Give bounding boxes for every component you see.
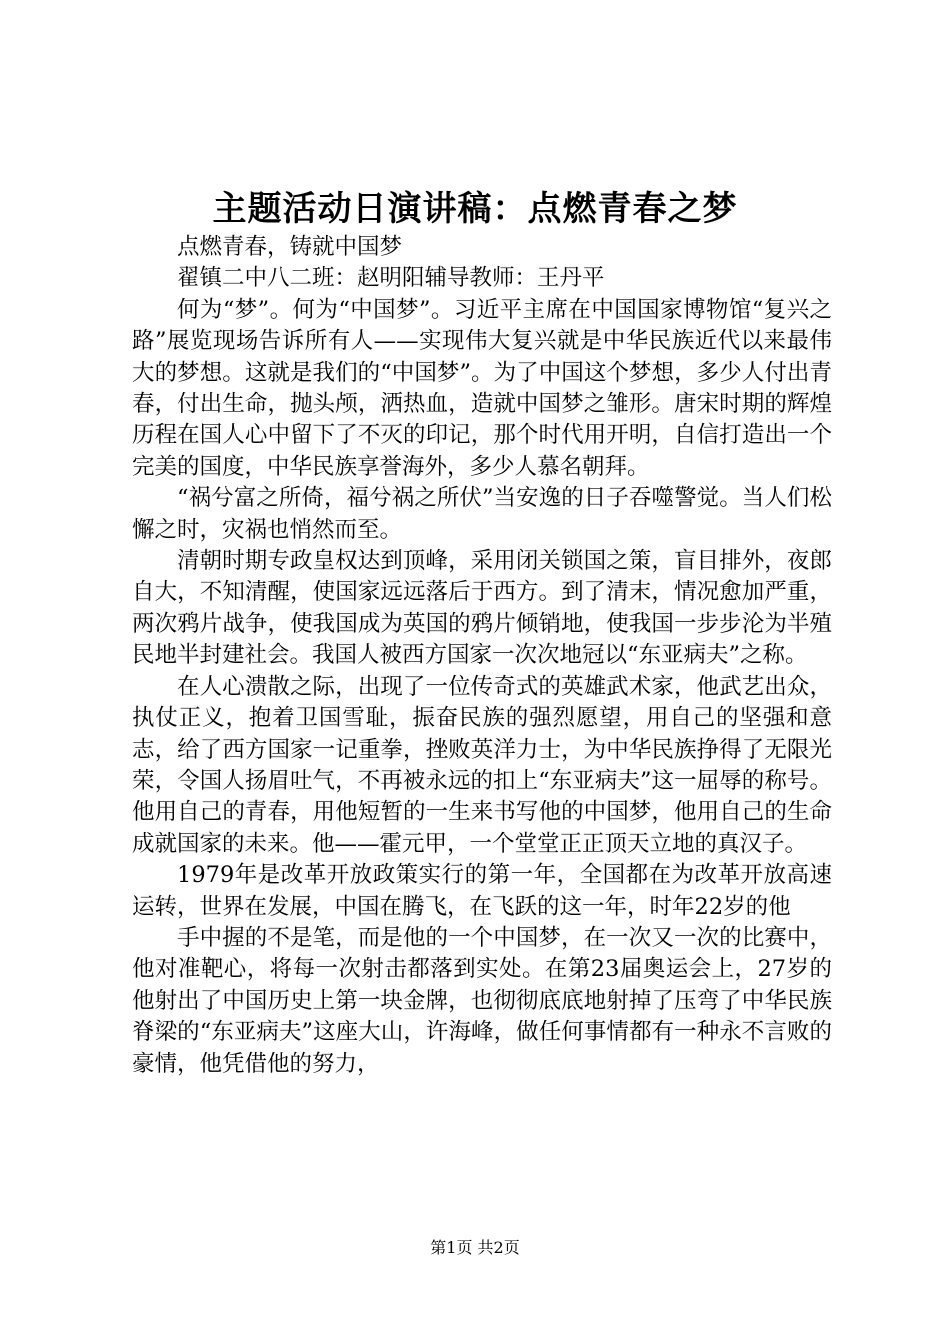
body-paragraph: 何为“梦”。何为“中国梦”。习近平主席在中国国家博物馆“复兴之路”展览现场告诉所有人——实现伟大复兴就是中华民族近代以来最伟大的梦想。这就是我们的“中国梦”。为了中国这个梦想，多少人付出青春，付出生命，抛头颅，洒热血，造就中国梦之雏形。唐宋时期的辉煌历程在国人心中留下了不灭的印记，那个时代用开明，自信打造出一个完美的国度，中华民族享誉海外，多少人慕名朝拜。 [132,296,832,480]
author-paragraph: 翟镇二中八二班：赵明阳辅导教师：王丹平 [177,265,605,292]
page-number-footer: 第1页 共2页 [430,1238,520,1257]
body-paragraph: “祸兮富之所倚，福兮祸之所伏”当安逸的日子吞噬警觉。当人们松懈之时，灾祸也悄然而至。 [132,485,832,543]
body-paragraph: 1979年是改革开放政策实行的第一年，全国都在为改革开放高速运转，世界在发展，中国在腾飞，在飞跃的这一年，时年22岁的他 [132,862,832,920]
body-paragraph: 清朝时期专政皇权达到顶峰，采用闭关锁国之策，盲目排外，夜郎自大，不知清醒，使国家远远落后于西方。到了清末，情况愈加严重，两次鸦片战争，使我国成为英国的鸦片倾销地，使我国一步步沦为半殖民地半封建社会。我国人被西方国家一次次地冠以“东亚病夫”之称。 [132,548,832,669]
subtitle-paragraph: 点燃青春，铸就中国梦 [177,234,403,260]
body-paragraph: 在人心溃散之际，出现了一位传奇式的英雄武术家，他武艺出众，执仗正义，抱着卫国雪耻，振奋民族的强烈愿望，用自己的坚强和意志，给了西方国家一记重拳，挫败英洋力士，为中华民族挣得了无限光荣，令国人扬眉吐气，不再被永远的扣上“东亚病夫”这一屈辱的称号。他用自己的青春，用他短暂的一生来书写他的中国梦，他用自己的生命成就国家的未来。他——霍元甲，一个堂堂正正顶天立地的真汉子。 [132,673,832,857]
body-paragraph: 手中握的不是笔，而是他的一个中国梦，在一次又一次的比赛中，他对准靶心，将每一次射击都落到实处。在第23届奥运会上，27岁的他射出了中国历史上第一块金牌，也彻彻底底地射掉了压弯了中华民族脊梁的“东亚病夫”这座大山，许海峰，做任何事情都有一种永不言败的豪情，他凭借他的努力， [132,924,832,1077]
document-title: 主题活动日演讲稿：点燃青春之梦 [212,189,738,229]
document-body [132,232,832,1080]
